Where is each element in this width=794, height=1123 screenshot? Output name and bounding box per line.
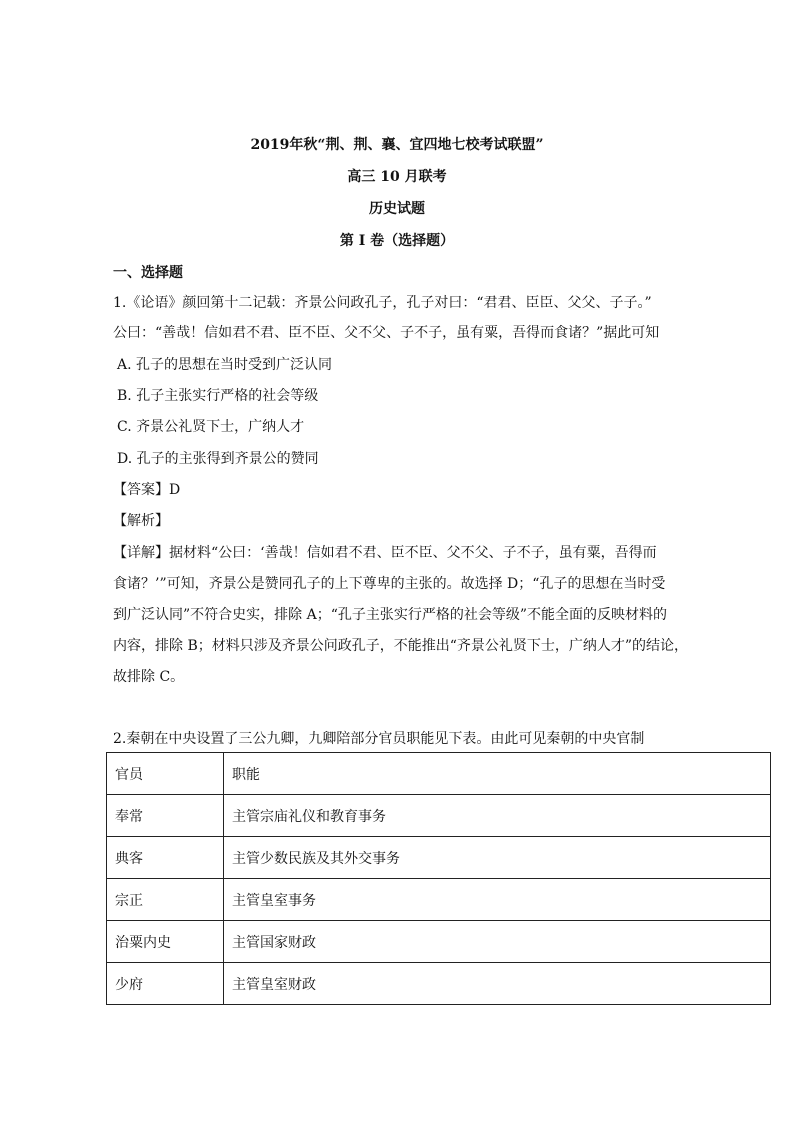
q1-stem-line2: 公曰：“善哉！信如君不君、臣不臣、父不父、子不子，虽有粟，吾得而食诸？”据此可知 [113,325,660,341]
q2-stem: 2.秦朝在中央设置了三公九卿，九卿陪部分官员职能见下表。由此可见秦朝的中央官制 [113,731,645,747]
q1-stem-line1: 1.《论语》颜回第十二记载：齐景公问政孔子，孔子对曰：“君君、臣臣、父父、子子。” [113,295,652,311]
q1-option-b: B. 孔子主张实行严格的社会等级 [117,388,319,404]
officials-table [106,752,771,1005]
table-row [107,921,771,963]
subject-title: 历史试题 [369,201,425,217]
q1-detail-line: 内容，排除 B；材料只涉及齐景公问政孔子，不能推出“齐景公礼贤下士，广纳人才”的结论， [113,638,689,654]
table-cell-function: 主管国家财政 [224,921,771,963]
volume-title: 第 I 卷（选择题） [339,233,455,249]
table-header-cell: 职能 [224,753,771,795]
q1-detail-line: 【详解】据材料“公曰：‘善哉！信如君不君、臣不臣、父不父、子不子，虽有粟，吾得而 [113,545,657,561]
table-cell-official: 少府 [107,963,224,1005]
table-cell-function: 主管宗庙礼仪和教育事务 [224,795,771,837]
section-heading: 一、选择题 [113,265,183,281]
q1-option-d: D. 孔子的主张得到齐景公的赞同 [117,451,319,467]
q1-detail-line: 到广泛认同”不符合史实，排除 A；“孔子主张实行严格的社会等级”不能全面的反映材料的 [113,607,668,623]
table-cell-official: 治粟内史 [107,921,224,963]
table-cell-function: 主管皇室事务 [224,879,771,921]
exam-title: 2019年秋“荆、荆、襄、宜四地七校考试联盟” [250,137,544,153]
table-row [107,963,771,1005]
table-row [107,879,771,921]
exam-subtitle: 高三 10 月联考 [347,169,447,185]
q1-detail-line: 食诸？’”可知，齐景公是赞同孔子的上下尊卑的主张的。故选择 D；“孔子的思想在当时受 [113,576,666,592]
q1-analysis-label: 【解析】 [113,513,169,529]
table-cell-official: 奉常 [107,795,224,837]
q1-answer: 【答案】D [113,482,181,498]
table-header-row [107,753,771,795]
table-header-cell: 官员 [107,753,224,795]
q1-detail-line: 故排除 C。 [113,669,185,685]
q1-option-a: A. 孔子的思想在当时受到广泛认同 [117,357,333,373]
table-row [107,795,771,837]
table-cell-official: 典客 [107,837,224,879]
table-cell-function: 主管少数民族及其外交事务 [224,837,771,879]
table-cell-function: 主管皇室财政 [224,963,771,1005]
table-cell-official: 宗正 [107,879,224,921]
table-row [107,837,771,879]
q1-option-c: C. 齐景公礼贤下士，广纳人才 [117,419,305,435]
